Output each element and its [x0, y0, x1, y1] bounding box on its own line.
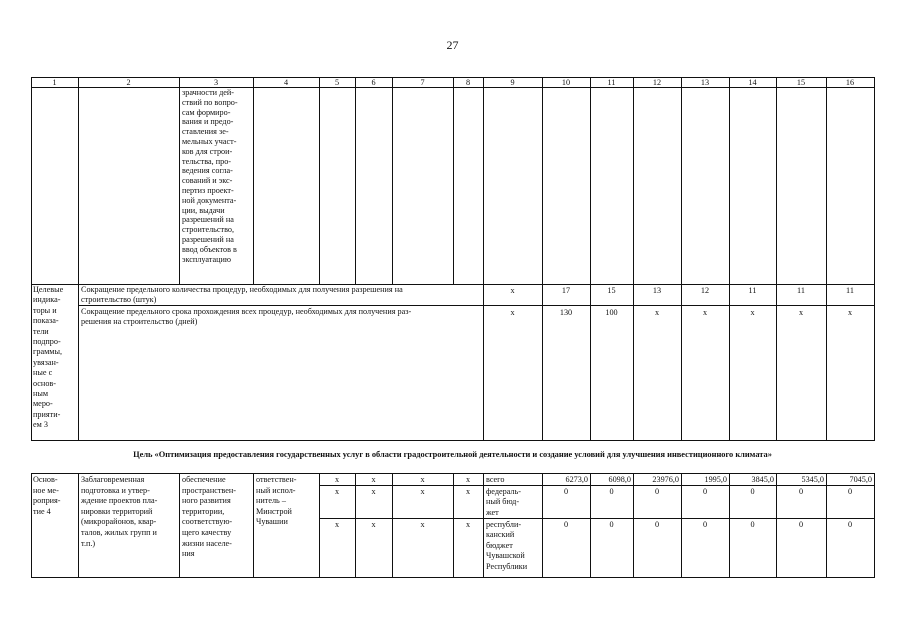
- funding-value: 0: [702, 487, 708, 496]
- funding-value: 0: [750, 520, 755, 529]
- event-purpose: обеспечение пространствен- ного развития территории, соответствую- щего качеству жизни населе- ния: [182, 475, 236, 559]
- code-cell: x: [465, 487, 471, 496]
- funding-source: всего: [486, 475, 505, 484]
- funding-value: 0: [654, 520, 660, 529]
- funding-value: 0: [563, 520, 569, 529]
- column-number: 1: [52, 78, 57, 87]
- code-cell: x: [420, 520, 425, 529]
- funding-value: 0: [609, 487, 614, 496]
- column-number: 14: [748, 78, 757, 87]
- code-cell: x: [334, 487, 340, 496]
- funding-source: республи- канский бюджет Чувашской Республики: [486, 520, 528, 571]
- funding-value: 0: [563, 487, 569, 496]
- column-number: 3: [213, 78, 219, 87]
- indicator-value: x: [847, 308, 853, 317]
- column-number: 10: [561, 78, 571, 87]
- column-number: 7: [420, 78, 425, 87]
- code-cell: x: [334, 475, 340, 484]
- indicator-value: x: [510, 308, 515, 317]
- funding-value: 5345,0: [801, 475, 824, 484]
- funding-value: 1995,0: [704, 475, 727, 484]
- indicators-label: Целевые индика- торы и показа- тели подпро- граммы, увязан- ные с основ- ным меро- прияти- ем 3: [33, 285, 64, 430]
- funding-value: 0: [702, 520, 708, 529]
- funding-value: 0: [847, 487, 853, 496]
- code-cell: x: [420, 487, 425, 496]
- indicator-value: 11: [846, 286, 854, 295]
- indicator-value: 15: [607, 286, 616, 295]
- funding-value: 0: [798, 487, 804, 496]
- event-label: Основ- ное ме- роприя- тие 4: [33, 475, 61, 516]
- indicator-value: x: [702, 308, 708, 317]
- code-cell: x: [334, 520, 340, 529]
- column-number: 4: [283, 78, 289, 87]
- funding-value: 0: [847, 520, 853, 529]
- code-cell: x: [371, 520, 376, 529]
- funding-value: 7045,0: [849, 475, 872, 484]
- funding-value: 0: [654, 487, 660, 496]
- code-cell: x: [420, 475, 425, 484]
- indicator-value: 100: [605, 308, 618, 317]
- column-number: 8: [465, 78, 471, 87]
- indicator-text: Сокращение предельного количества процедур, необходимых для получения разрешения на строительство (штук): [81, 285, 403, 304]
- funding-value: 3845,0: [751, 475, 774, 484]
- indicator-value: 11: [797, 286, 805, 295]
- continuation-cell-text: зрачности дей- ствий по вопро- сам формиро- вания и предо- ставления зе- мельных участ- ков для строи- тельства, про- ведения согла- сований и экс- пертиз проект- ной документа- ции, выдачи разрешений на строительство, разрешений на ввод объектов в эксплуатацию: [182, 88, 238, 264]
- column-number: 15: [796, 78, 806, 87]
- event-name: Заблаговременная подготовка и утвер- ждение проектов пла- нировки территорий (микрорайонов, квар- талов, жилых групп и т.п.): [81, 475, 158, 548]
- goal-heading: Цель «Оптимизация предоставления государственных услуг в области градостроительной деятельности и создание условий для улучшения инвестиционного климата»: [133, 450, 772, 459]
- code-cell: x: [371, 487, 376, 496]
- indicator-value: x: [750, 308, 755, 317]
- column-number: 6: [371, 78, 376, 87]
- indicator-value: 17: [561, 286, 571, 295]
- indicator-value: 11: [748, 286, 757, 295]
- indicator-value: 13: [652, 286, 662, 295]
- indicator-value: 12: [700, 286, 710, 295]
- indicator-text: Сокращение предельного срока прохождения всех процедур, необходимых для получения раз- решения на строительство (дней): [81, 307, 412, 326]
- funding-value: 6098,0: [608, 475, 631, 484]
- indicator-value: x: [510, 286, 515, 295]
- funding-source: федераль- ный бюд- жет: [486, 487, 521, 517]
- funding-value: 6273,0: [565, 475, 588, 484]
- funding-value: 23976,0: [652, 475, 679, 484]
- column-number: 13: [700, 78, 710, 87]
- indicator-value: x: [798, 308, 804, 317]
- column-number: 2: [126, 78, 131, 87]
- funding-value: 0: [609, 520, 614, 529]
- funding-value: 0: [798, 520, 804, 529]
- code-cell: x: [371, 475, 376, 484]
- column-number: 9: [510, 78, 515, 87]
- column-number: 5: [334, 78, 340, 87]
- page-number: 27: [446, 38, 459, 52]
- indicator-value: 130: [559, 308, 573, 317]
- code-cell: x: [465, 475, 471, 484]
- indicator-value: x: [654, 308, 660, 317]
- funding-value: 0: [750, 487, 755, 496]
- column-number: 12: [652, 78, 662, 87]
- event-executor: ответствен- ный испол- нитель – Минстрой Чувашии: [256, 475, 297, 527]
- column-number: 16: [845, 78, 855, 87]
- column-number: 11: [607, 78, 616, 87]
- code-cell: x: [465, 520, 471, 529]
